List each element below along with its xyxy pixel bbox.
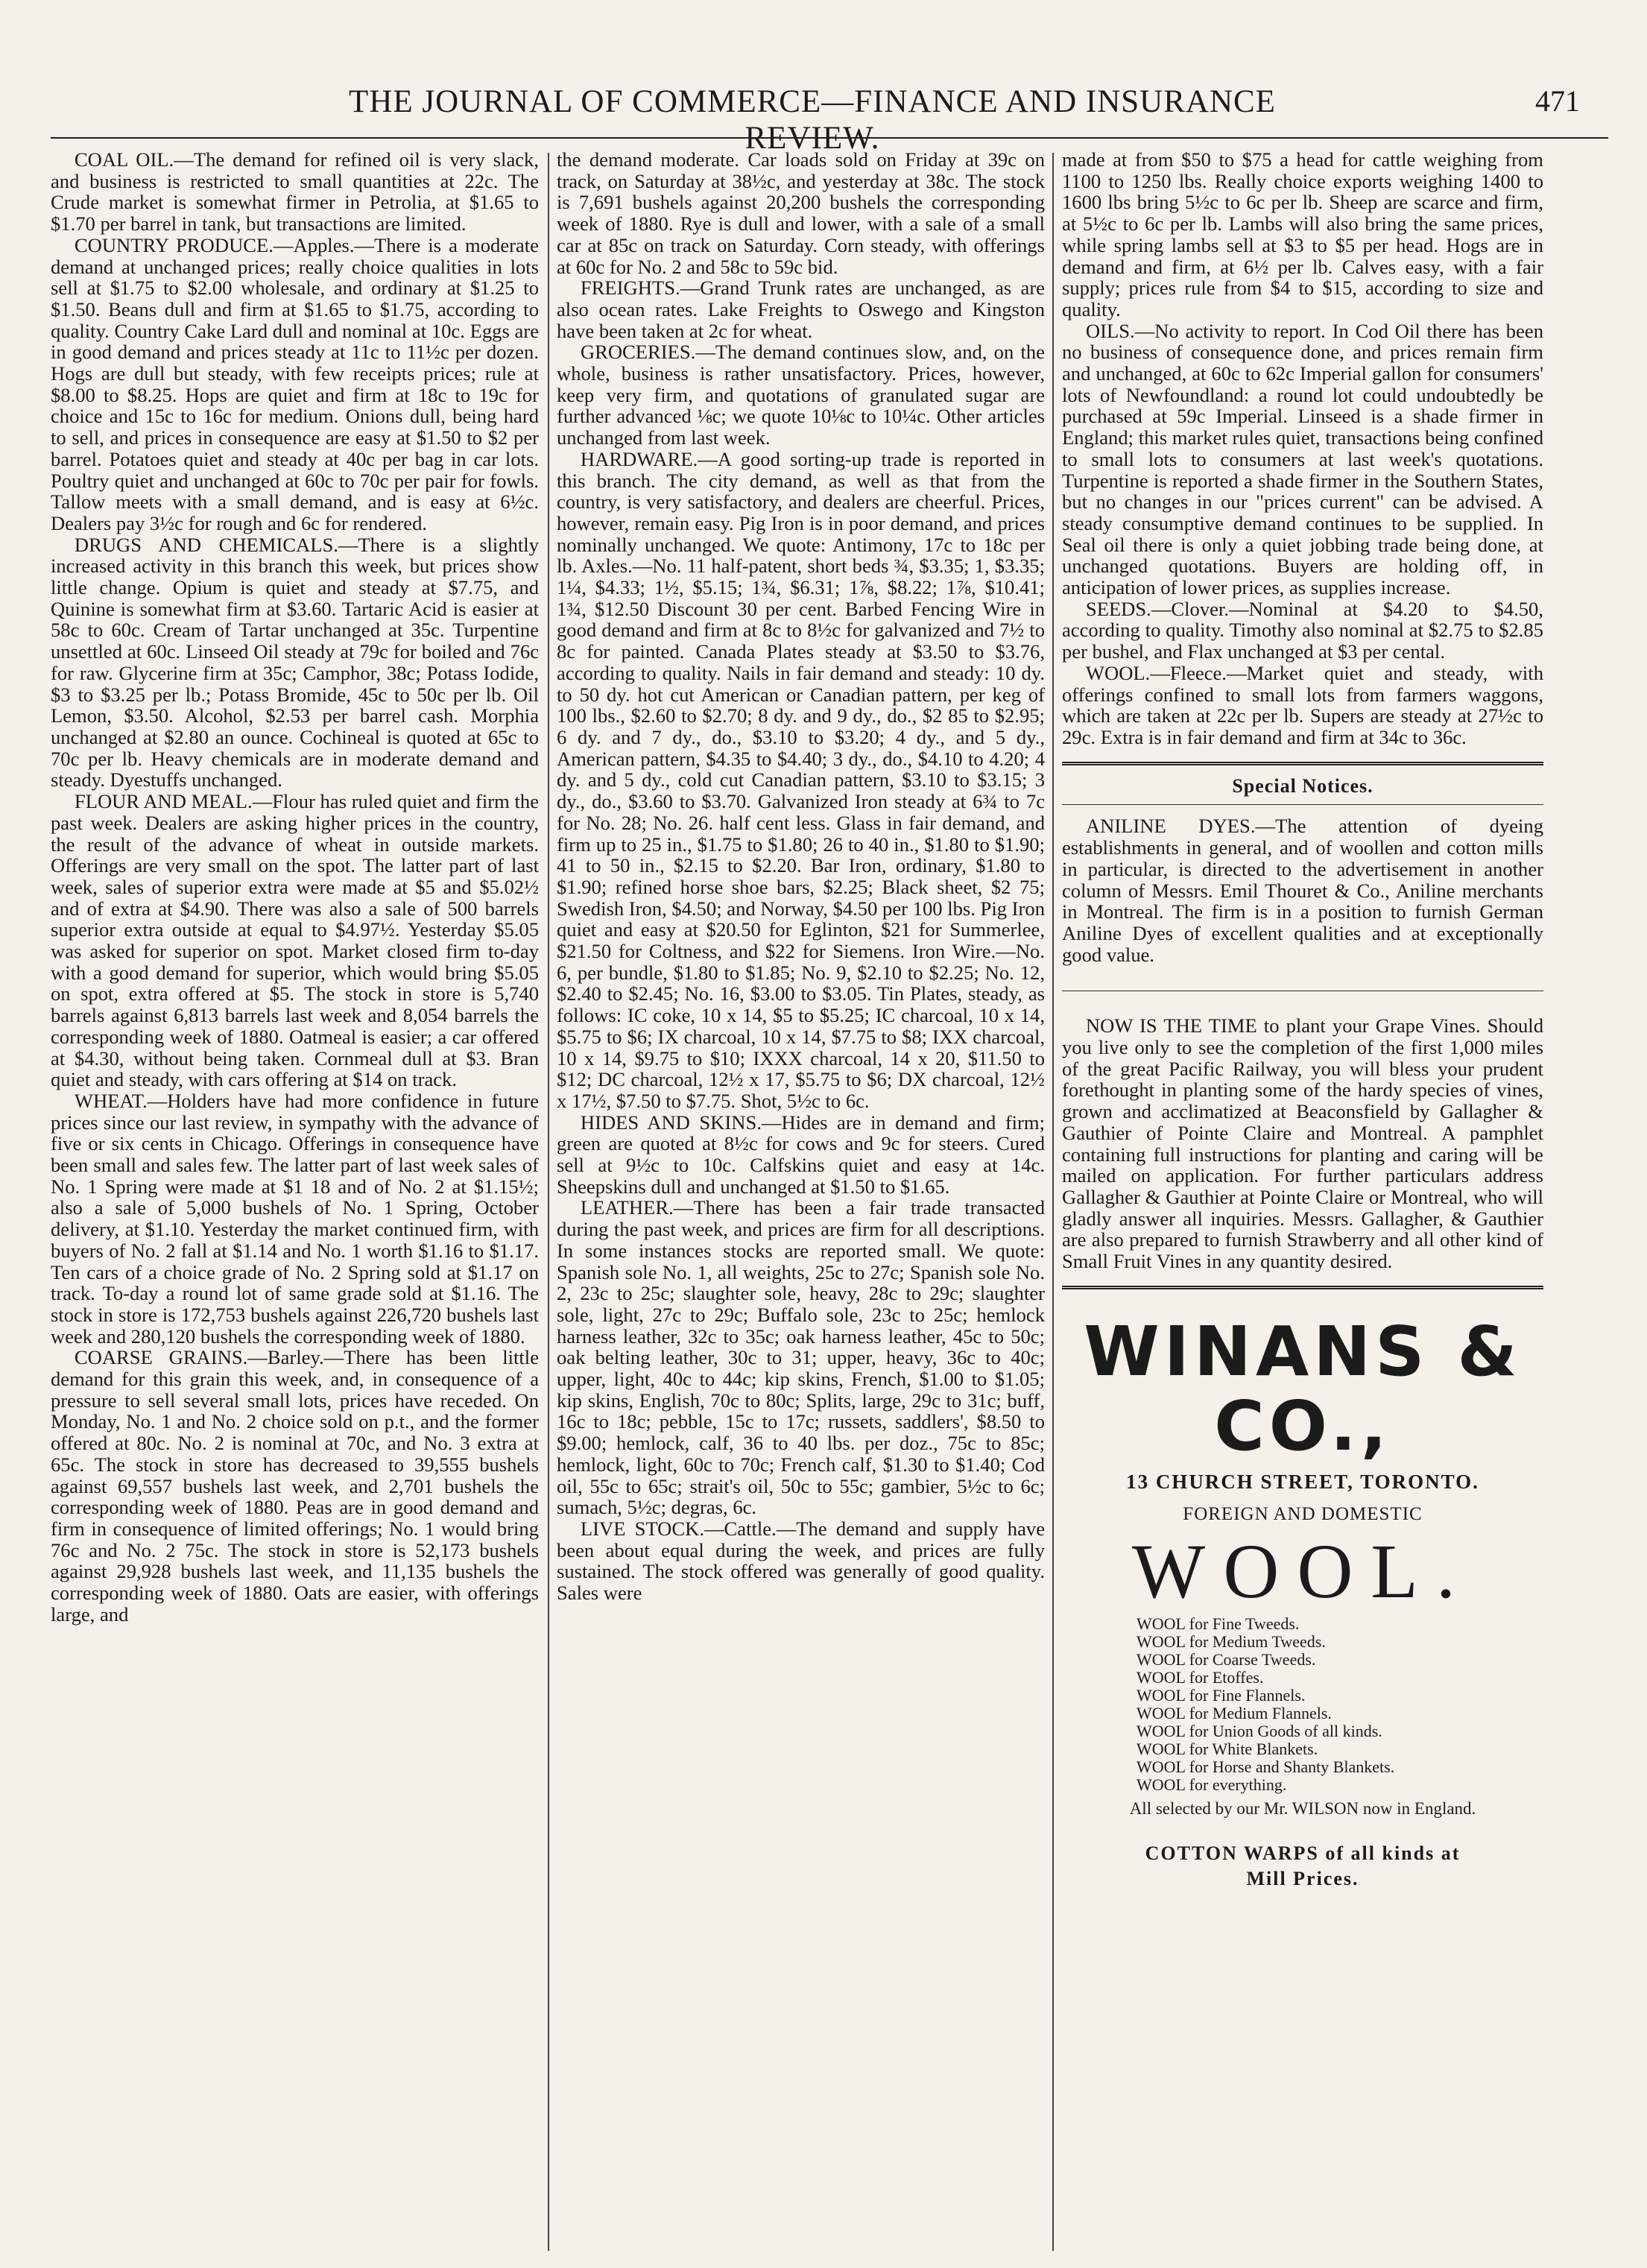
ad-list-item: WOOL for Fine Tweeds.	[1137, 1614, 1300, 1634]
ad-list-item: WOOL for everything.	[1137, 1775, 1287, 1795]
market-report-drugs-chemicals: DRUGS AND CHEMICALS.—There is a slightly increased activity in this branch this week, but prices show little change. Opium is quiet and steady at $7.75, and Quinine is somewhat firm at $3.60. Tartaric Acid is easier at 58c to 60c. Cream of Tartar unchanged at 35c. Turpentine unsettled at 60c. Linseed Oil steady at 79c for boiled and 76c for raw. Glycerine firm at 35c; Camphor, 38c; Potass Iodide, $3 to $3.25 per lb.; Potass Bromide, 45c to 50c per lb. Oil Lemon, $3.50. Alcohol, $2.53 per barrel cash. Morphia unchanged at $2.80 an ounce. Cochineal is quoted at 65c to 70c per lb. Heavy chemicals are in moderate demand and steady. Dyestuffs unchanged.	[51, 533, 539, 792]
market-report-live-stock-continued: made at from $50 to $75 a head for cattle weighing from 1100 to 1250 lbs. Really choice exports weighing 1400 to 1600 lbs bring 5½c to 6c per lb. Sheep are scarce and firm, at 5½c to 6c per lb. Lambs will also bring the same prices, while spring lambs sell at $3 to $5 per head. Hogs are in demand and firm, at 6½ per lb. Calves easy, with a fair supply; prices rule from $4 to $15, according to size and quality.	[1062, 149, 1543, 320]
market-report-leather: LEATHER.—There has been a fair trade transacted during the past week, and prices are firm for all descriptions. In some instances stocks are reported small. We quote: Spanish sole No. 1, all weights, 25c to 27c; Spanish sole No. 2, 23c to 25c; slaughter sole, heavy, 28c to 29c; slaughter sole, light, 27c to 29c; Buffalo sole, 23c to 25c; hemlock harness leather, 32c to 35c; oak harness leather, 45c to 50c; oak belting leather, 30c to 31; upper, heavy, 36c to 40c; upper, light, 40c to 44c; kip skins, French, $1.00 to $1.05; kip skins, English, 70c to 80c; Splits, large, 29c to 31c; buff, 16c to 18c; pebble, 15c to 17c; russets, saddlers', $8.50 to $9.00; hemlock, calf, 36 to 40 lbs. per doz., 75c to 85c; hemlock, light, 60c to 70c; French calf, $1.30 to $1.40; Cod oil, 55c to 65c; strait's oil, 50c to 55c; gambier, 5½c to 6c; sumach, 5½c; degras, 6c.	[557, 1196, 1045, 1519]
market-report-freights: FREIGHTS.—Grand Trunk rates are unchanged, as are also ocean rates. Lake Freights to Oswego and Kingston have been taken at 2c for wheat.	[557, 277, 1045, 342]
ad-list-item: WOOL for Medium Flannels.	[1137, 1704, 1332, 1723]
market-report-country-produce: COUNTRY PRODUCE.—Apples.—There is a moderate demand at unchanged prices; really choice qualities in lots sell at $1.75 to $2.00 wholesale, and ordinary at $1.25 to $1.50. Beans dull and firm at $1.65 to $1.75, according to quality. Country Cake Lard dull and nominal at 10c. Eggs are in good demand and prices steady at 11c to 11½c per dozen. Hogs are dull but steady, with few receipts prices; rule at $8.00 to $8.25. Hops are quiet and firm at 18c to 19c for choice and 15c to 16c for medium. Onions dull, being hard to sell, and prices in consequence are easy at $1.50 to $2 per barrel. Potatoes quiet and steady at 40c per bag in car lots. Poultry quiet and unchanged at 60c to 70c per pair for fowls. Tallow meets with a small demand, and is easy at 6½c. Dealers pay 3½c for rough and 6c for rendered.	[51, 233, 539, 534]
market-report-hides-skins: HIDES AND SKINS.—Hides are in demand and firm; green are quoted at 8½c for cows and 9c for steers. Cured sell at 9½c to 10c. Calfskins quiet and easy at 14c. Sheepskins dull and unchanged at $1.50 to $1.65.	[557, 1111, 1045, 1198]
ad-list-item: WOOL for Medium Tweeds.	[1137, 1632, 1326, 1652]
market-report-groceries: GROCERIES.—The demand continues slow, and, on the whole, business is rather unsatisfactory. Prices, however, keep very firm, and quotations of granulated sugar are further advanced ⅛c; we quote 10⅛c to 10¼c. Other articles unchanged from last week.	[557, 341, 1045, 449]
ad-product-title: WOOL.	[1132, 1529, 1473, 1615]
column-1	[51, 149, 539, 2255]
market-report-hardware: HARDWARE.—A good sorting-up trade is reported in this branch. The city demand, as well as that from the country, is very satisfactory, and dealers are cheerful. Prices, however, remain easy. Pig Iron is in poor demand, and prices nominally unchanged. We quote: Antimony, 17c to 18c per lb. Axles.—No. 11 half-patent, short beds ¾, $3.35; 1, $3.35; 1¼, $4.33; 1½, $5.15; 1¾, $6.31; 1⅞, $8.22; 1⅞, $10.41; 1¾, $12.50 Discount 30 per cent. Barbed Fencing Wire in good demand and firm at 8c to 8½c for galvanized and 7½ to 8c for painted. Canada Plates steady at $3.50 to $3.76, according to quality. Nails in fair demand and steady: 10 dy. to 50 dy. hot cut American or Canadian pattern, per keg of 100 lbs., $2.60 to $2.70; 8 dy. and 9 dy., do., $2 85 to $2.95; 6 dy. and 7 dy., do., $3.10 to $3.20; 4 dy., and 5 dy., American pattern, $4.35 to $4.40; 3 dy., do., $4.10 to 4.20; 4 dy. and 5 dy., cold cut Canadian pattern, $3.10 to $3.15; 3 dy., do., $3.60 to $3.70. Galvanized Iron steady at 6¾ to 7c for No. 28; No. 26. half cent less. Glass in fair demand, and firm up to 25 in., $1.75 to $1.80; 26 to 40 in., $1.80 to $1.90; 41 to 50 in., $2.15 to $2.20. Bar Iron, ordinary, $1.80 to $1.90; refined horse shoe bars, $2.25; Black sheet, $2 75; Swedish Iron, $4.50; and Norway, $4.50 per 100 lbs. Pig Iron quiet and easy at $20.50 for Eglinton, $21 for Summerlee, $21.50 for Coltness, and $22 for Siemens. Iron Wire.—No. 6, per bundle, $1.80 to $1.85; No. 9, $2.10 to $2.25; No. 12, $2.40 to $2.45; No. 16, $3.00 to $3.05. Tin Plates, steady, as follows: IC coke, 10 x 14, $5 to $5.25; IC charcoal, 10 x 14, $5.75 to $6; IX charcoal, 10 x 14, $7.75 to $8; IXX charcoal, 10 x 14, $9.75 to $10; IXXX charcoal, 14 x 20, $11.50 to $12; DC charcoal, 12½ x 17, $5.75 to $6; DX charcoal, 12½ x 17½, $7.50 to $7.75. Shot, 5½c to 6c.	[557, 447, 1045, 1112]
ad-note: All selected by our Mr. WILSON now in England.	[1129, 1799, 1476, 1819]
column-divider	[548, 153, 549, 2251]
market-report-wheat: WHEAT.—Holders have had more confidence in future prices since our last review, in sympathy with the advance of five or six cents in Chicago. Offerings in consequence have been small and sales few. The latter part of last week sales of No. 1 Spring were made at $1 18 and of No. 2 at $1.15½; also a sale of 5,000 bushels of No. 1 Spring, October delivery, at $1.10. Yesterday the market continued firm, with buyers of No. 2 fall at $1.14 and No. 1 worth $1.16 to $1.17. Ten cars of a choice grade of No. 2 Spring sold at $1.17 on track. To-day a round lot of same grade sold at $1.16. The stock in store is 172,753 bushels against 226,720 bushels last week and 280,120 bushels the corresponding week of 1880.	[51, 1089, 539, 1348]
column-3	[1062, 149, 1543, 2255]
special-notices-heading: Special Notices.	[1232, 774, 1373, 797]
ad-list-item: WOOL for Etoffes.	[1137, 1668, 1264, 1687]
winans-advertisement	[1062, 1311, 1543, 1892]
ad-address: 13 CHURCH STREET, TORONTO.	[1126, 1470, 1479, 1493]
ad-footer	[1062, 1841, 1543, 1892]
notice-aniline-dyes: ANILINE DYES.—The attention of dyeing establishments in general, and of woollen and cotton mills in particular, is directed to the advertisement in another column of Messrs. Emil Thouret & Co., Aniline merchants in Montreal. The firm is in a position to furnish German Aniline Dyes of excellent qualities and at exceptionally good value.	[1062, 815, 1543, 966]
market-report-coal-oil: COAL OIL.—The demand for refined oil is very slack, and business is restricted to small quantities at 22c. The Crude market is somewhat firmer in Petrolia, at $1.65 to $1.70 per barrel in tank, but transactions are limited.	[51, 149, 539, 236]
ad-list-item: WOOL for White Blankets.	[1137, 1740, 1318, 1759]
notice-grape-vines: NOW IS THE TIME to plant your Grape Vines. Should you live only to see the completion of the first 1,000 miles of the great Pacific Railway, you will bless your prudent forethought in planting some of the hardy species of vines, grown and acclimatized at Beaconsfield by Gallagher & Gauthier of Pointe Claire and Montreal. A pamphlet containing full instructions for planting and caring will be mailed on application. For further particulars address Gallagher & Gauthier at Pointe Claire or Montreal, who will gladly answer all inquiries. Messrs. Gallagher, & Gauthier are also prepared to furnish Strawberry and all other kind of Small Fruit Vines in any quantity desired.	[1062, 1014, 1543, 1273]
ad-wool-list	[1137, 1615, 1543, 1794]
ad-footer-line: COTTON WARPS of all kinds at	[1145, 1842, 1461, 1864]
column-divider	[1052, 153, 1054, 2251]
section-rule	[1062, 762, 1543, 765]
ad-list-item: WOOL for Coarse Tweeds.	[1137, 1650, 1316, 1670]
market-report-seeds: SEEDS.—Clover.—Nominal at $4.20 to $4.50, according to quality. Timothy also nominal at $2.75 to $2.85 per bushel, and Flax unchanged at $3 per cental.	[1062, 597, 1543, 663]
ad-footer-line: Mill Prices.	[1246, 1867, 1359, 1889]
heading-rule	[1062, 804, 1543, 805]
page-number: 471	[1535, 84, 1580, 118]
section-rule	[1062, 1286, 1543, 1289]
ad-list-item: WOOL for Fine Flannels.	[1137, 1686, 1306, 1705]
market-report-wool: WOOL.—Fleece.—Market quiet and steady, with offerings confined to small lots from farmers waggons, which are taken at 22c per lb. Supers are steady at 27½c to 29c. Extra is in fair demand and firm at 34c to 36c.	[1062, 661, 1543, 748]
ad-list-item: WOOL for Horse and Shanty Blankets.	[1137, 1757, 1395, 1777]
market-report-flour-meal: FLOUR AND MEAL.—Flour has ruled quiet and firm the past week. Dealers are asking higher prices in the country, the result of the advance of wheat in outside markets. Offerings are very small on the spot. The latter part of last week, sales of superior extra were made at $5 and $5.02½ and of extra at $4.90. There was also a sale of 500 barrels superior extra outside at equal to $4.97½. Yesterday $5.05 was asked for superior on spot. Market closed firm to-day with a good demand for superior, which would bring $5.05 on spot, extra offered at $5. The stock in store is 5,740 barrels against 6,813 barrels last week and 8,054 barrels the corresponding week of 1880. Oatmeal is easier; a car offered at $4.30, without being taken. Cornmeal dull at $3. Bran quiet and steady, with cars offering at $14 on track.	[51, 790, 539, 1091]
column-2	[557, 149, 1045, 2255]
ad-subhead: FOREIGN AND DOMESTIC	[1183, 1504, 1423, 1525]
ad-company-name: WINANS & CO.,	[1084, 1311, 1522, 1466]
market-report-oils: OILS.—No activity to report. In Cod Oil there has been no business of consequence done, and prices remain firm and unchanged, at 60c to 62c Imperial gallon for consumers' lots of Newfoundland: a round lot could undoubtedly be purchased at 59c Imperial. Linseed is a shade firmer in England; this market rules quiet, transactions being confined to small lots to consumers at last week's quotations. Turpentine is reported a shade firmer in the Southern States, but no changes in our "prices current" can be advised. A steady consumptive demand continues to be supplied. In Seal oil there is only a quiet jobbing trade being done, at unchanged quotations. Buyers are holding off, in anticipation of lower prices, as supplies increase.	[1062, 319, 1543, 599]
market-report-live-stock: LIVE STOCK.—Cattle.—The demand and supply have been about equal during the week, and prices are fully sustained. The stock offered was generally of good quality. Sales were	[557, 1517, 1045, 1605]
ad-list-item: WOOL for Union Goods of all kinds.	[1137, 1722, 1382, 1741]
header-rule	[51, 137, 1608, 139]
page-header-title: THE JOURNAL OF COMMERCE—FINANCE AND INSURANCE REVIEW.	[349, 84, 1276, 156]
market-report-continued: the demand moderate. Car loads sold on Friday at 39c on track, on Saturday at 38½c, and yesterday at 38c. The stock is 7,691 bushels against 20,200 bushels the corresponding week of 1880. Rye is dull and lower, with a sale of a small car at 85c on track on Saturday. Corn steady, with offerings at 60c for No. 2 and 58c to 59c bid.	[557, 149, 1045, 278]
market-report-coarse-grains: COARSE GRAINS.—Barley.—There has been little demand for this grain this week, and, in consequence of a pressure to sell several small lots, prices have receded. On Monday, No. 1 and No. 2 choice sold on p.t., and the former offered at 80c. No. 2 is nominal at 70c, and No. 3 extra at 65c. The stock in store has decreased to 39,555 bushels against 69,557 bushels last week, and 2,701 bushels the corresponding week of 1880. Peas are in good demand and firm in consequence of limited offerings; No. 1 would bring 76c and No. 2 75c. The stock in store is 52,173 bushels against 29,928 bushels last week, and 11,135 bushels the corresponding week of 1880. Oats are easier, with offerings large, and	[51, 1346, 539, 1626]
